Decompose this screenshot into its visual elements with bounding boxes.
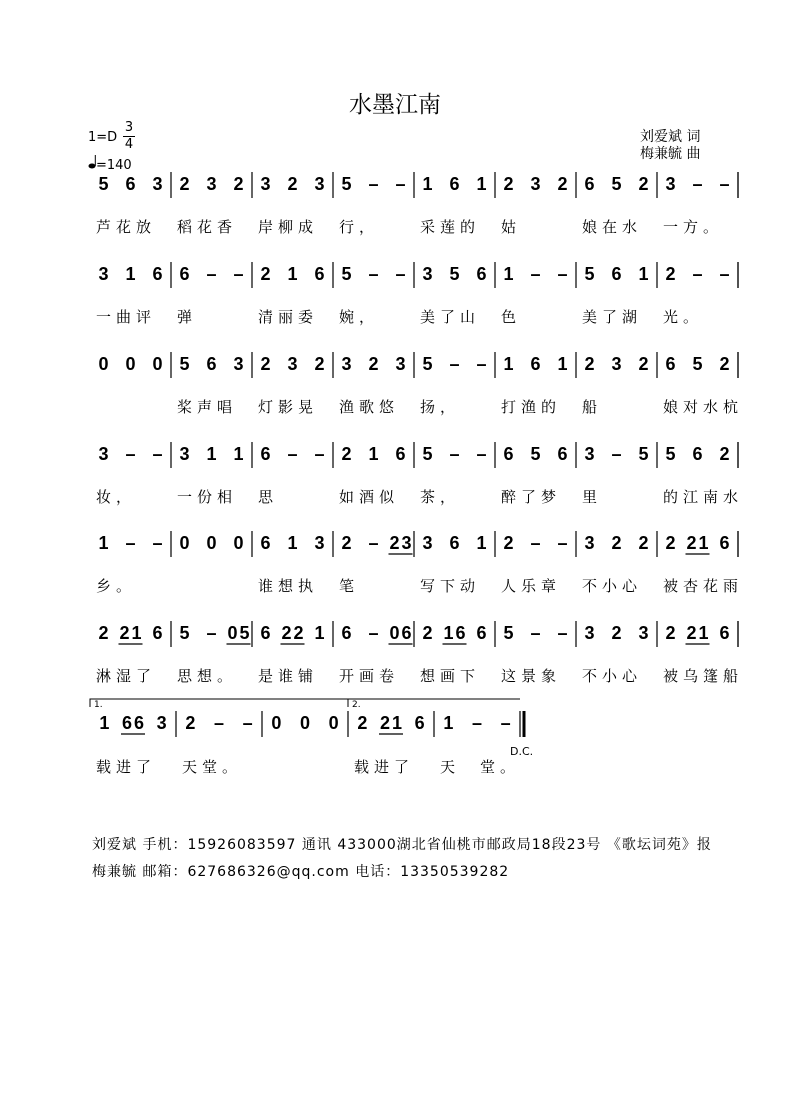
note: 1 — [391, 713, 403, 733]
lyricist: 刘爱斌 词 — [640, 129, 701, 145]
lyric: 里 — [582, 488, 603, 506]
lyric: 是谁铺 — [258, 667, 319, 685]
note: 1 — [638, 264, 649, 284]
note: 3 — [422, 533, 433, 553]
lyric: 天堂。 — [182, 758, 243, 776]
note: 6 — [557, 444, 568, 464]
note: 1 — [698, 623, 709, 643]
note: 0 — [299, 713, 311, 733]
note: 2 — [422, 623, 433, 643]
lyric: 如酒似 — [339, 488, 400, 506]
dash-note: – — [719, 264, 730, 284]
dash-note: – — [530, 623, 541, 643]
lyric: 一方。 — [663, 218, 724, 236]
note: 5 — [611, 174, 622, 194]
note: 3 — [156, 713, 167, 733]
note: 3 — [98, 444, 109, 464]
note: 6 — [314, 264, 325, 284]
note: 3 — [611, 354, 622, 374]
note: 1 — [287, 533, 298, 553]
dash-note: – — [368, 174, 379, 194]
note: 3 — [179, 444, 190, 464]
note: 1 — [443, 713, 454, 733]
volta-bracket-2 — [348, 699, 520, 707]
lyric: 稻花香 — [177, 218, 238, 236]
dash-note: – — [557, 264, 568, 284]
note: 0 — [152, 354, 163, 374]
note: 2 — [611, 623, 622, 643]
lyric: 茶， — [420, 488, 461, 506]
note: 1 — [557, 354, 568, 374]
note: 1 — [476, 174, 487, 194]
note: 6 — [503, 444, 514, 464]
volta-label-1: 1. — [94, 700, 103, 710]
note: 3 — [206, 174, 217, 194]
note: 5 — [422, 354, 433, 374]
note: 0 — [328, 713, 339, 733]
note: 2 — [719, 444, 730, 464]
lyric: 美了湖 — [582, 308, 643, 326]
note: 0 — [389, 623, 400, 643]
dash-note: – — [557, 623, 568, 643]
lyric: 写下动 — [420, 577, 481, 595]
lyric: 思想。 — [177, 667, 238, 685]
note: 1 — [443, 623, 454, 643]
note: 5 — [584, 264, 595, 284]
dash-note: – — [530, 264, 541, 284]
lyric: 灯影晃 — [258, 398, 319, 416]
note: 0 — [233, 533, 244, 553]
note: 6 — [665, 354, 676, 374]
note: 3 — [341, 354, 352, 374]
note: 0 — [271, 713, 282, 733]
lyric: 不小心 — [582, 667, 643, 685]
dash-note: – — [449, 444, 460, 464]
lyric: 姑 — [501, 218, 522, 236]
note: 3 — [314, 533, 325, 553]
note: 2 — [584, 354, 595, 374]
note: 5 — [179, 623, 190, 643]
note: 3 — [401, 533, 412, 553]
lyric: 桨声唱 — [177, 398, 238, 416]
note: 0 — [179, 533, 190, 553]
lyric: 天 堂。 — [440, 758, 521, 776]
dash-note: – — [395, 264, 406, 284]
note: 5 — [449, 264, 460, 284]
note: 1 — [422, 174, 433, 194]
note: 3 — [584, 444, 595, 464]
dash-note: – — [692, 264, 703, 284]
note: 1 — [233, 444, 244, 464]
note: 1 — [476, 533, 487, 553]
note: 0 — [206, 533, 217, 553]
note: 6 — [414, 713, 425, 733]
lyric: 想画下 — [420, 667, 481, 685]
note: 5 — [341, 174, 352, 194]
lyric: 行， — [339, 218, 380, 236]
note: 5 — [179, 354, 190, 374]
note: 2 — [260, 264, 271, 284]
note: 2 — [368, 354, 379, 374]
note: 2 — [287, 174, 298, 194]
note: 6 — [341, 623, 352, 643]
lyric: 扬， — [420, 398, 461, 416]
lyric: 一曲评 — [96, 308, 157, 326]
note: 2 — [389, 533, 400, 553]
lyric: 淋湿了 — [96, 667, 157, 685]
note: 6 — [476, 264, 487, 284]
note: 2 — [665, 623, 676, 643]
note: 6 — [719, 623, 730, 643]
note: 2 — [98, 623, 109, 643]
note: 1 — [503, 354, 514, 374]
volta-bracket-1 — [90, 699, 348, 707]
lyric: 婉， — [339, 308, 380, 326]
lyric: 谁想执 — [258, 577, 319, 595]
note: 3 — [665, 174, 676, 194]
page-title: 水墨江南 — [349, 92, 441, 118]
lyric: 岸柳成 — [258, 218, 319, 236]
note: 5 — [98, 174, 109, 194]
note: 3 — [152, 174, 163, 194]
note: 2 — [503, 174, 514, 194]
dash-note: – — [471, 713, 483, 733]
note: 6 — [260, 623, 271, 643]
dash-note: – — [611, 444, 622, 464]
note: 2 — [185, 713, 196, 733]
lyric: 载进了 — [354, 758, 415, 776]
time-sig-bottom: 4 — [124, 137, 134, 152]
lyric: 醉了梦 — [501, 488, 562, 506]
time-sig-top: 3 — [124, 120, 134, 135]
note: 5 — [503, 623, 514, 643]
note: 6 — [133, 713, 145, 733]
note: 6 — [125, 174, 136, 194]
note: 2 — [665, 264, 676, 284]
note: 6 — [530, 354, 541, 374]
lyric: 开画卷 — [339, 667, 400, 685]
lyric: 这景象 — [501, 667, 562, 685]
note: 5 — [530, 444, 541, 464]
key-label: 1=D — [88, 130, 118, 145]
note: 6 — [152, 264, 163, 284]
note: 6 — [260, 444, 271, 464]
note: 6 — [395, 444, 406, 464]
lyric: 笔 — [339, 577, 360, 595]
note: 6 — [692, 444, 703, 464]
dash-note: – — [152, 444, 163, 464]
footer-line-1: 刘爱斌 手机：15926083597 通讯 433000湖北省仙桃市邮政局18段23号 《歌坛词苑》报 — [92, 837, 712, 853]
dash-note: – — [692, 174, 703, 194]
dash-note: – — [500, 713, 511, 733]
dash-note: – — [395, 174, 406, 194]
note: 2 — [719, 354, 730, 374]
note: 6 — [449, 533, 460, 553]
lyric: 人乐章 — [501, 577, 562, 595]
lyric: 色 — [501, 308, 522, 326]
dash-note: – — [213, 713, 225, 733]
note: 2 — [119, 623, 130, 643]
lyric: 妆， — [96, 488, 137, 506]
dash-note: – — [242, 713, 253, 733]
dash-note: – — [368, 533, 379, 553]
dash-note: – — [125, 444, 136, 464]
note: 6 — [449, 174, 460, 194]
note: 2 — [293, 623, 304, 643]
note: 2 — [341, 533, 352, 553]
note: 1 — [368, 444, 379, 464]
note: 2 — [557, 174, 568, 194]
note: 6 — [455, 623, 466, 643]
note: 2 — [503, 533, 514, 553]
note: 3 — [530, 174, 541, 194]
note: 6 — [152, 623, 163, 643]
lyric: 的江南水 — [663, 488, 744, 506]
note: 5 — [638, 444, 649, 464]
note: 2 — [260, 354, 271, 374]
dash-note: – — [368, 623, 379, 643]
note: 6 — [611, 264, 622, 284]
lyric: 不小心 — [582, 577, 643, 595]
dash-note: – — [530, 533, 541, 553]
lyric: 娘在水 — [582, 218, 643, 236]
note: 2 — [638, 533, 649, 553]
footer-line-2: 梅兼毓 邮箱：627686326@qq.com 电话：13350539282 — [92, 864, 510, 880]
note: 1 — [698, 533, 709, 553]
note: 2 — [686, 533, 697, 553]
note: 1 — [98, 533, 109, 553]
note: 3 — [260, 174, 271, 194]
note: 6 — [584, 174, 595, 194]
note: 2 — [179, 174, 190, 194]
lyric: 弹 — [177, 308, 198, 326]
composer: 梅兼毓 曲 — [640, 146, 701, 162]
dash-note: – — [449, 354, 460, 374]
note: 6 — [206, 354, 217, 374]
note: 1 — [125, 264, 136, 284]
note: 3 — [422, 264, 433, 284]
note: 2 — [686, 623, 697, 643]
dash-note: – — [719, 174, 730, 194]
note: 3 — [584, 623, 595, 643]
dash-note: – — [476, 354, 487, 374]
dc-marking: D.C. — [510, 745, 534, 758]
note: 0 — [125, 354, 136, 374]
dash-note: – — [233, 264, 244, 284]
note: 5 — [341, 264, 352, 284]
note: 5 — [422, 444, 433, 464]
note: 3 — [638, 623, 649, 643]
note: 3 — [98, 264, 109, 284]
note: 2 — [281, 623, 292, 643]
note: 2 — [638, 354, 649, 374]
note: 3 — [395, 354, 406, 374]
note: 6 — [179, 264, 190, 284]
note: 2 — [638, 174, 649, 194]
lyric: 芦花放 — [96, 218, 157, 236]
dash-note: – — [206, 264, 217, 284]
lyric: 一份相 — [177, 488, 238, 506]
lyric: 被乌篷船 — [663, 667, 744, 685]
note: 0 — [227, 623, 238, 643]
volta-label-2: 2. — [352, 700, 361, 710]
lyric: 打渔的 — [501, 398, 562, 416]
note: 1 — [206, 444, 217, 464]
note: 3 — [584, 533, 595, 553]
note: 3 — [287, 354, 298, 374]
note: 5 — [239, 623, 250, 643]
note: 6 — [121, 713, 133, 733]
note: 3 — [314, 174, 325, 194]
dash-note: – — [287, 444, 298, 464]
lyric: 娘对水杭 — [663, 398, 744, 416]
dash-note: – — [368, 264, 379, 284]
note: 1 — [131, 623, 142, 643]
lyric: 采莲的 — [420, 218, 481, 236]
dash-note: – — [152, 533, 163, 553]
lyric: 思 — [258, 488, 279, 506]
dash-note: – — [206, 623, 217, 643]
note: 1 — [99, 713, 110, 733]
note: 2 — [233, 174, 244, 194]
note: 1 — [287, 264, 298, 284]
note: 2 — [314, 354, 325, 374]
note: 5 — [692, 354, 703, 374]
tempo-value: =140 — [96, 158, 132, 173]
lyric: 清丽委 — [258, 308, 319, 326]
note: 2 — [611, 533, 622, 553]
dash-note: – — [557, 533, 568, 553]
note: 6 — [260, 533, 271, 553]
lyric: 船 — [582, 398, 603, 416]
note: 6 — [476, 623, 487, 643]
note: 2 — [357, 713, 368, 733]
note: 2 — [379, 713, 391, 733]
lyric: 载进了 — [96, 758, 157, 776]
note: 1 — [503, 264, 514, 284]
lyric: 被杏花雨 — [663, 577, 744, 595]
note: 1 — [314, 623, 325, 643]
dash-note: – — [125, 533, 136, 553]
dash-note: – — [314, 444, 325, 464]
lyric: 渔歌悠 — [339, 398, 400, 416]
note: 5 — [665, 444, 676, 464]
lyric: 光。 — [663, 308, 704, 326]
lyric: 美了山 — [420, 308, 481, 326]
dash-note: – — [476, 444, 487, 464]
note: 2 — [665, 533, 676, 553]
lyric: 乡。 — [96, 577, 137, 595]
note: 6 — [719, 533, 730, 553]
note: 3 — [233, 354, 244, 374]
note: 0 — [98, 354, 109, 374]
note: 6 — [401, 623, 412, 643]
note: 2 — [341, 444, 352, 464]
